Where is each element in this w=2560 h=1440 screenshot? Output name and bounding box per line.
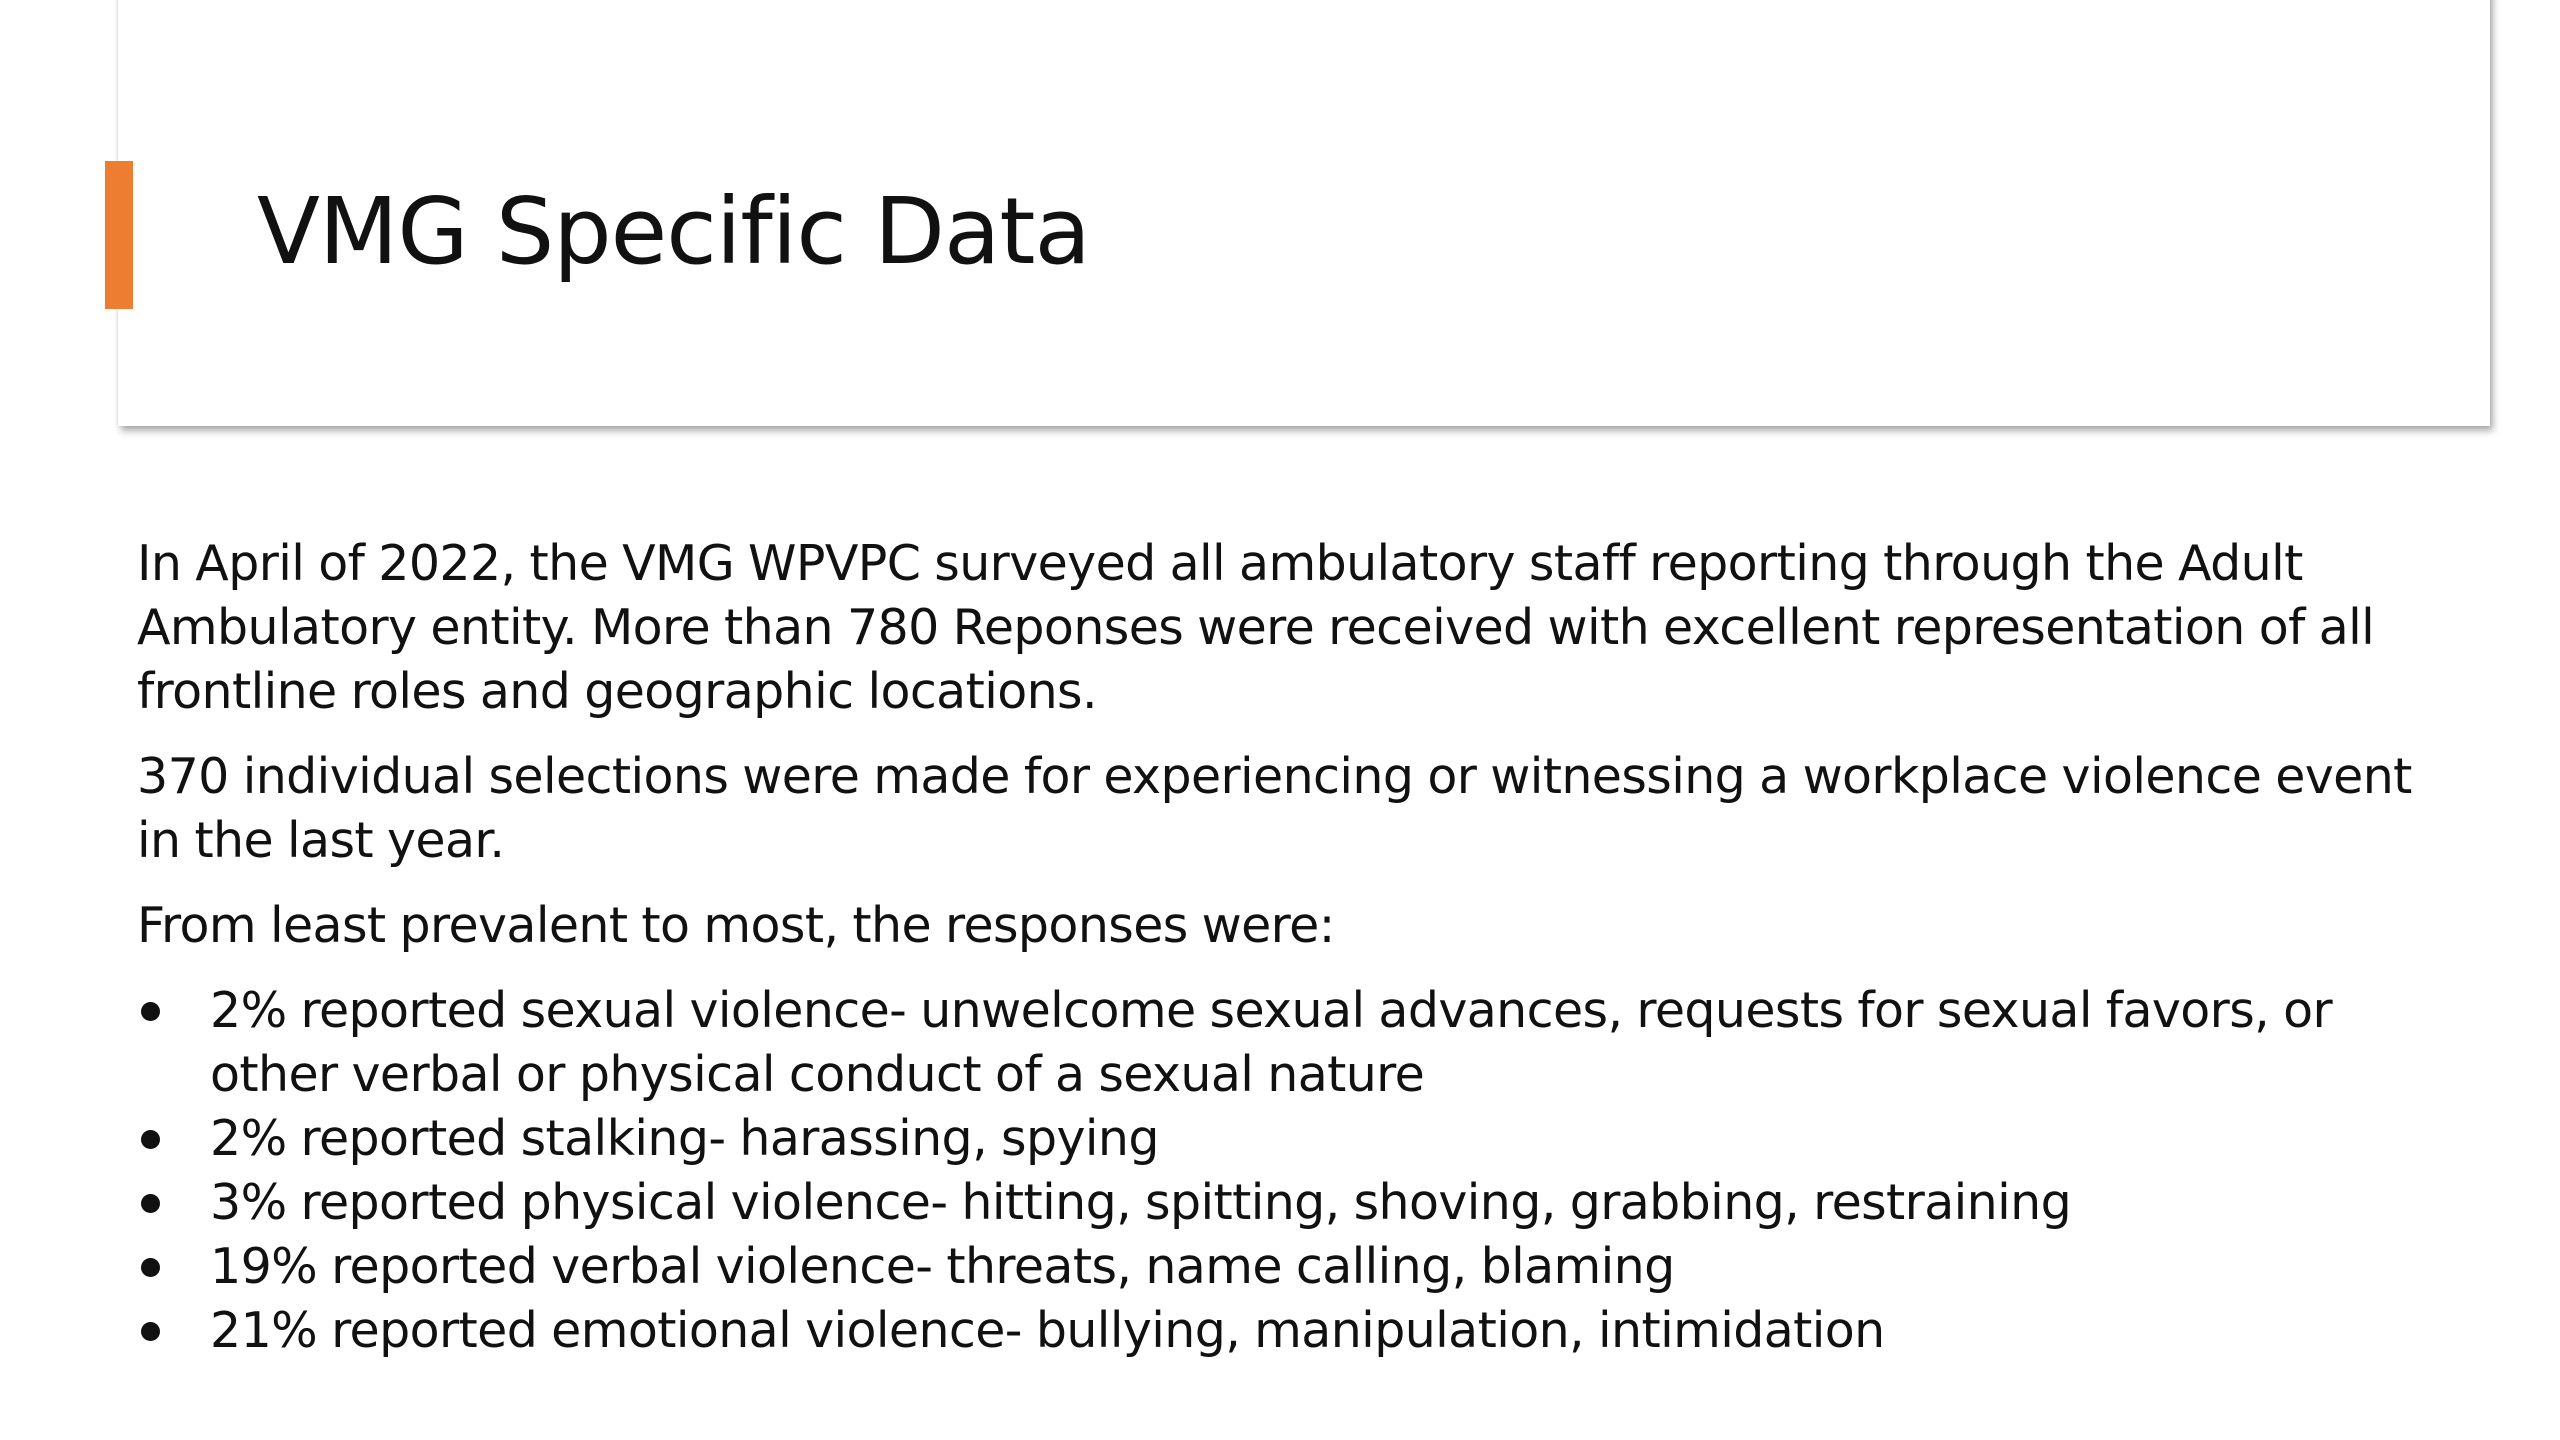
slide-title: VMG Specific Data bbox=[257, 178, 1090, 285]
list-item-text: 19% reported verbal violence- threats, name calling, blaming bbox=[210, 1238, 1675, 1295]
bullet-icon bbox=[141, 1322, 160, 1341]
list-item bbox=[137, 979, 2467, 1107]
list-item-text: 21% reported emotional violence- bullying, manipulation, intimidation bbox=[210, 1302, 1885, 1359]
bullet-icon bbox=[141, 1002, 160, 1021]
slide-body bbox=[137, 532, 2467, 1363]
response-list bbox=[137, 979, 2467, 1363]
list-item-text: 2% reported sexual violence- unwelcome sexual advances, requests for sexual favors, or other verbal or physical conduct of a sexual nature bbox=[210, 982, 2333, 1103]
bullet-icon bbox=[141, 1130, 160, 1149]
list-item-text: 3% reported physical violence- hitting, spitting, shoving, grabbing, restraining bbox=[210, 1174, 2072, 1231]
list-item-text: 2% reported stalking- harassing, spying bbox=[210, 1110, 1159, 1167]
list-item bbox=[137, 1299, 2467, 1363]
responses-intro: From least prevalent to most, the responses were: bbox=[137, 897, 1335, 954]
list-item bbox=[137, 1235, 2467, 1299]
list-item bbox=[137, 1107, 2467, 1171]
bullet-icon bbox=[141, 1258, 160, 1277]
intro-paragraph: In April of 2022, the VMG WPVPC surveyed all ambulatory staff reporting through the Adult Ambulatory entity. More than 780 Reponses were received with excellent representation of all frontline roles and geographic locations. bbox=[137, 535, 2375, 720]
bullet-icon bbox=[141, 1194, 160, 1213]
selections-paragraph: 370 individual selections were made for experiencing or witnessing a workplace violence event in the last year. bbox=[137, 748, 2412, 869]
title-accent-bar bbox=[105, 161, 133, 309]
list-item bbox=[137, 1171, 2467, 1235]
